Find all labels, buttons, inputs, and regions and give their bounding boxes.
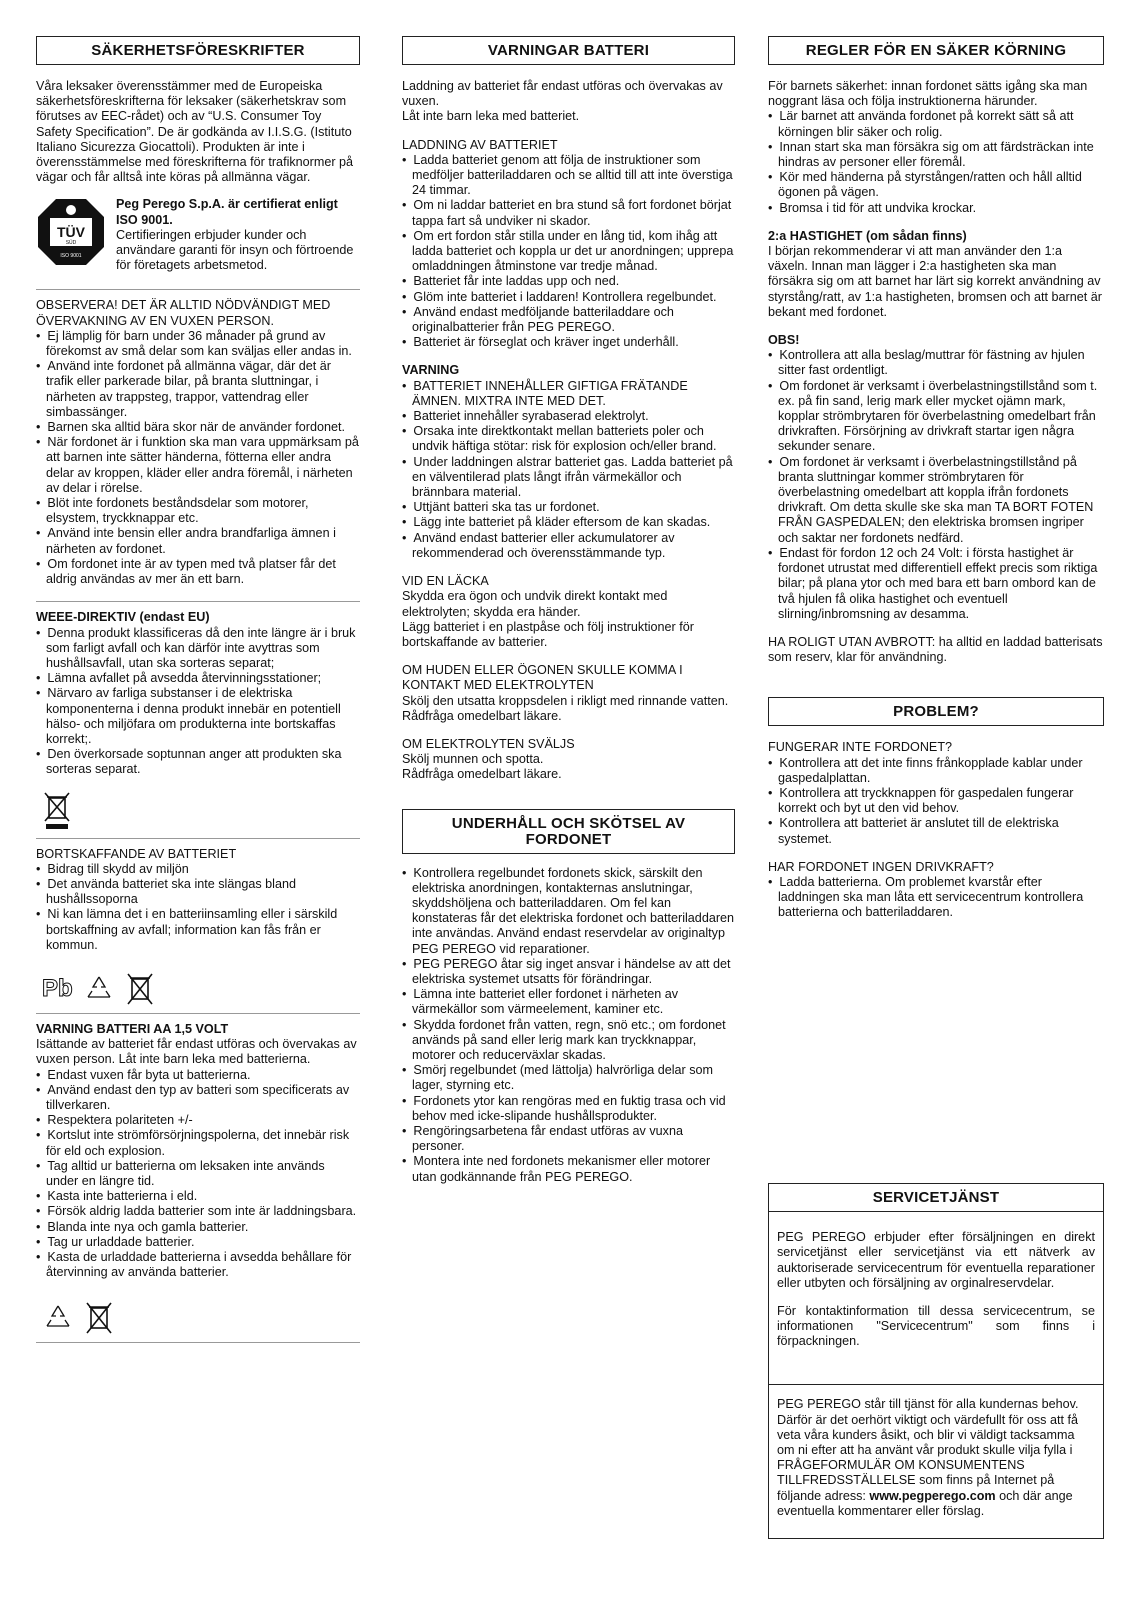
aa-heading: VARNING BATTERI AA 1,5 VOLT — [36, 1021, 229, 1036]
divider — [36, 601, 360, 602]
list-item: • Smörj regelbundet (med lättolja) halvrörliga delar som lager, styrning etc. — [402, 1063, 735, 1093]
battery-intro-1: Laddning av batteriet får endast utföras och övervakas av vuxen. — [402, 79, 723, 109]
list-item: • Använd inte bensin eller andra brandfarliga ämnen i närheten av fordonet. — [36, 526, 360, 556]
list-item: • Den överkorsade soptunnan anger att produkten ska sorteras separat. — [36, 747, 360, 777]
column-3 — [768, 36, 1104, 1539]
list-item: • Använd endast batterier eller ackumulatorer av rekommenderad och överensstämmande typ. — [402, 531, 735, 561]
list-item: • Lämna avfallet på avsedda återvinningsstationer; — [36, 671, 360, 686]
list-item: • Använd inte fordonet på allmänna vägar, där det är trafik eller parkerade bilar, på branta sluttningar, i närheten av trappsteg, trappor, vattendrag eller simbassänger. — [36, 359, 360, 420]
list-item: • Om fordonet inte är av typen med två platser får det aldrig användas av mer än ett barn. — [36, 557, 360, 587]
list-item: • Ni kan lämna det i en batteriinsamling eller i särskild bortskaffning av avfall; information kan fås från er kommun. — [36, 907, 360, 953]
list-item: • Montera inte ned fordonets mekanismer eller motorer utan godkännande från PEG PEREGO. — [402, 1154, 735, 1184]
list-item: • Lär barnet att använda fordonet på korrekt sätt så att körningen blir säker och rolig. — [768, 109, 1104, 139]
obs-heading: OBS! — [768, 333, 800, 348]
skin-heading: OM HUDEN ELLER ÖGONEN SKULLE KOMMA I KONTAKT MED ELEKTROLYTEN — [402, 663, 683, 693]
service-text-4: och där ange eventuella kommentarer eller förslag. — [777, 1488, 1073, 1518]
dispose-heading: BORTSKAFFANDE AV BATTERIET — [36, 846, 237, 861]
battery-warnings-title: VARNINGAR BATTERI — [402, 36, 735, 65]
list-item: • Tag ur urladdade batterier. — [36, 1235, 360, 1250]
list-item: • Orsaka inte direktkontakt mellan batteriets poler och undvik häftiga stötar: risk för explosion och/eller brand. — [402, 424, 735, 454]
list-item: • Om ert fordon står stilla under en lång tid, kom ihåg att ladda batteriet och koppla ur det ur anordningen; upprepa omladdningen åtminstone var tredje månad. — [402, 229, 735, 275]
list-item: • Kontrollera att batteriet är anslutet till de elektriska systemet. — [768, 816, 1104, 846]
list-item: • Fordonets ytor kan rengöras med en fuktig trasa och vid behov med icke-slipande hushållsprodukter. — [402, 1094, 735, 1124]
list-item: • Under laddningen alstrar batteriet gas. Ladda batteriet på en välventilerad plats långt ifrån värmekällor och brännbara material. — [402, 455, 735, 501]
list-item: • Det använda batteriet ska inte slängas bland hushållssoporna — [36, 877, 360, 907]
service-url-link[interactable]: www.pegperego.com — [869, 1488, 996, 1503]
swallow-text-2: Rådfråga omedelbart läkare. — [402, 767, 562, 782]
cert-text: Certifieringen erbjuder kunder och användare garanti för insyn och förtroende för företagets arbetsmetod. — [116, 227, 354, 273]
list-item: • Kasta de urladdade batterierna i avsedda behållare för återvinning av använda batterier. — [36, 1250, 360, 1280]
list-item: • Kontrollera att det inte finns frånkopplade kablar under gaspedalplattan. — [768, 756, 1104, 786]
list-item: • Om fordonet är verksamt i överbelastningstillstånd som t. ex. på fin sand, lerig mark eller mycket ojämn mark, kopplar strömbrytaren för överbelastning omedelbart från drivkraften. Försörjning av drivkraft startar igen några sekunder senare. — [768, 379, 1104, 455]
list-item: • Barnen ska alltid bära skor när de använder fordonet. — [36, 420, 360, 435]
list-item: • Om fordonet är verksamt i överbelastningstillstånd på branta sluttningar kommer strömbrytaren för överbelastning omedelbart att koppla ifrån fordonets drivkraft. Om detta skulle ske ska man TA BORT FOTEN FRÅN GASPEDALEN; den elektriska bromsen ingriper och saktar ner fordonets nedfärd. — [768, 455, 1104, 546]
list-item: • Rengöringsarbetena får endast utföras av vuxna personer. — [402, 1124, 735, 1154]
skin-text-2: Rådfråga omedelbart läkare. — [402, 708, 562, 723]
list-item: • BATTERIET INNEHÅLLER GIFTIGA FRÄTANDE ÄMNEN. MIXTRA INTE MED DET. — [402, 379, 735, 409]
column-2 — [402, 36, 735, 1185]
observe-heading: OBSERVERA! DET ÄR ALLTID NÖDVÄNDIGT MED ÖVERVAKNING AV EN VUXEN PERSON. — [36, 298, 331, 328]
list-item: • Bromsa i tid för att undvika krockar. — [768, 201, 1104, 216]
list-item: • Innan start ska man försäkra sig om att färdsträckan inte hindras av personer eller föremål. — [768, 140, 1104, 170]
divider — [36, 1342, 360, 1343]
list-item: • Tag alltid ur batterierna om leksaken inte används under en längre tid. — [36, 1159, 360, 1189]
tuv-iso: ISO 9001 — [60, 253, 82, 260]
swallow-heading: OM ELEKTROLYTEN SVÄLJS — [402, 736, 575, 751]
list-item: • Batteriet innehåller syrabaserad elektrolyt. — [402, 409, 735, 424]
tuv-certification-icon — [36, 197, 106, 267]
problem-1-heading: FUNGERAR INTE FORDONET? — [768, 740, 953, 755]
list-item: • Denna produkt klassificeras då den inte längre är i bruk som farligt avfall och kan därför inte avyttras som hushållsavfall, utan ska sorteras separat; — [36, 626, 360, 672]
problem-2-heading: HAR FORDONET INGEN DRIVKRAFT? — [768, 859, 994, 874]
speed-heading: 2:a HASTIGHET (om sådan finns) — [768, 228, 967, 243]
crossed-bin-icon — [84, 1300, 114, 1336]
recycle-icon — [83, 973, 115, 1005]
recycle-icon — [42, 1302, 74, 1334]
list-item: • Kortslut inte strömförsörjningspolerna, det innebär risk för eld och explosion. — [36, 1128, 360, 1158]
list-item: • Kontrollera regelbundet fordonets skick, särskilt den elektriska anordningen, kontakternas anslutningar, skyddshöljena och batteriladdaren. Om fel kan konstateras får det elektriska fordonet och batteriladdaren inte användas. Använd endast reservdelar av originaltyp PEG PEREGO vid reparationer. — [402, 866, 735, 957]
list-item: • Lägg inte batteriet på kläder eftersom de kan skadas. — [402, 515, 735, 530]
list-item: • PEG PEREGO åtar sig inget ansvar i händelse av att det elektriska systemet utsatts för förändringar. — [402, 957, 735, 987]
problem-2-list — [768, 875, 1104, 921]
service-text-3: PEG PEREGO står till tjänst för alla kundernas behov. Därför är det oerhört viktigt och värdefullt för oss att få veta våra kunders åsikt, och blir vi väldigt tacksamma om ni efter att ha använt vår produkt skulle vilja fylla i FRÅGEFORMULÄR OM KONSUMENTENS TILLFREDSSTÄLLELSE som finns på Internet på följande adress: — [777, 1397, 1079, 1503]
service-text-1: PEG PEREGO erbjuder efter försäljningen en direkt servicetjänst eller servicetjänst via ett nätverk av auktoriserade servicecentrum för eventuella reparationer eller utbyten och försäljning av orginalreservdelar. — [777, 1230, 1095, 1290]
safety-intro: Våra leksaker överensstämmer med de Europeiska säkerhetsföreskrifterna för leksaker (säkerhetskrav som förutses av EEC-rådet) och av “U.S. Consumer Toy Safety Specification”. De är godkända av I.I.S.G. (Istituto Italiano Sicurezza Giocattoli). Produkten är inte i överensstämmelse med föreskrifterna för trafiknormer på vägar och får alltså inte köras på allmänna vägar. — [36, 79, 354, 185]
warning-heading: VARNING — [402, 363, 460, 378]
tuv-sub: SÜD — [65, 240, 77, 247]
tuv-label: TÜV — [57, 224, 85, 241]
aa-list — [36, 1068, 360, 1281]
list-item: • Skydda fordonet från vatten, regn, snö etc.; om fordonet används på sand eller lerig mark kan tryckknappar, motorer och reducerväxlar skadas. — [402, 1018, 735, 1064]
list-item: • Bidrag till skydd av miljön — [36, 862, 360, 877]
service-box — [768, 1212, 1104, 1539]
list-item: • Ej lämplig för barn under 36 månader på grund av förekomst av små delar som kan sväljas eller andas in. — [36, 329, 360, 359]
charge-heading: LADDNING AV BATTERIET — [402, 137, 558, 152]
safe-driving-list — [768, 109, 1104, 215]
dispose-list — [36, 862, 360, 953]
list-item: • Kör med händerna på styrstången/ratten och håll alltid ögonen på vägen. — [768, 170, 1104, 200]
divider — [36, 289, 360, 290]
list-item: • Använd endast medföljande batteriladdare och originalbatterier från PEG PEREGO. — [402, 305, 735, 335]
crossed-bin-icon — [42, 790, 72, 830]
list-item: • Försök aldrig ladda batterier som inte är laddningsbara. — [36, 1204, 360, 1219]
problem-1-list — [768, 756, 1104, 847]
list-item: • Använd endast den typ av batteri som specificerats av tillverkaren. — [36, 1083, 360, 1113]
list-item: • Kontrollera att alla beslag/muttrar för fästning av hjulen sitter fast ordentligt. — [768, 348, 1104, 378]
list-item: • När fordonet är i funktion ska man vara uppmärksam på att barnen inte sätter händerna, fötterna eller andra delar av kroppen, kläder eller andra föremål, i närheten av delar i rörelse. — [36, 435, 360, 496]
problem-title: PROBLEM? — [768, 697, 1104, 726]
obs-list — [768, 348, 1104, 622]
speed-text: I början rekommenderar vi att man använder den 1:a växeln. Innan man lägger i 2:a hastigheten ska man försäkra sig om att barnet har lärt sig korrekt användning av styrstång/ratt, av 1:a hastigheten, bromsen och att barnet är bekant med fordonet. — [768, 244, 1102, 319]
list-item: • Respektera polariteten +/- — [36, 1113, 360, 1128]
maintenance-list — [402, 866, 735, 1185]
charge-list — [402, 153, 735, 351]
weee-list — [36, 626, 360, 778]
list-item: • Blöt inte fordonets beståndsdelar som motorer, elsystem, tryckknappar etc. — [36, 496, 360, 526]
service-text-2: För kontaktinformation till dessa servicecentrum, se informationen "Servicecentrum" som finns i förpackningen. — [777, 1303, 1095, 1348]
list-item: • Uttjänt batteri ska tas ur fordonet. — [402, 500, 735, 515]
list-item: • Blanda inte nya och gamla batterier. — [36, 1220, 360, 1235]
skin-text-1: Skölj den utsatta kroppsdelen i rikligt med rinnande vatten. — [402, 693, 729, 708]
divider — [36, 1013, 360, 1014]
warning-list — [402, 379, 735, 561]
have-fun-text: HA ROLIGT UTAN AVBROTT: ha alltid en laddad batterisats som reserv, klar för användning. — [768, 634, 1103, 665]
battery-intro-2: Låt inte barn leka med batteriet. — [402, 109, 580, 124]
list-item: • Om ni laddar batteriet en bra stund så fort fordonet börjat tappa fart så undviker ni skador. — [402, 198, 735, 228]
pb-symbol: Pb — [42, 975, 73, 1003]
list-item: • Batteriet är förseglat och kräver inget underhåll. — [402, 335, 735, 350]
list-item: • Kasta inte batterierna i eld. — [36, 1189, 360, 1204]
aa-intro: Isättande av batteriet får endast utföras och övervakas av vuxen person. Låt inte barn leka med batterierna. — [36, 1037, 357, 1067]
leak-text-2: Lägg batteriet i en plastpåse och följ instruktioner för bortskaffande av batterier. — [402, 619, 694, 649]
maintenance-title: UNDERHÅLL OCH SKÖTSEL AV FORDONET — [402, 809, 735, 854]
divider — [36, 838, 360, 839]
list-item: • Glöm inte batteriet i laddaren! Kontrollera regelbundet. — [402, 290, 735, 305]
leak-text-1: Skydda era ögon och undvik direkt kontakt med elektrolyten; skydda era händer. — [402, 589, 668, 619]
safe-driving-intro: För barnets säkerhet: innan fordonet sätts igång ska man noggrant läsa och följa instruktionerna härunder. — [768, 79, 1088, 109]
swallow-text-1: Skölj munnen och spotta. — [402, 752, 544, 767]
list-item: • Endast vuxen får byta ut batterierna. — [36, 1068, 360, 1083]
certification-block — [36, 197, 360, 273]
safety-title: SÄKERHETSFÖRESKRIFTER — [36, 36, 360, 65]
cert-title: Peg Perego S.p.A. är certifierat enligt ISO 9001. — [116, 197, 338, 227]
list-item: • Kontrollera att tryckknappen för gaspedalen fungerar korrekt och byt ut den vid behov. — [768, 786, 1104, 816]
list-item: • Ladda batterierna. Om problemet kvarstår efter laddningen ska man låta ett servicecentrum kontrollera batterierna och batteriladdaren. — [768, 875, 1104, 921]
crossed-bin-icon — [125, 971, 155, 1007]
observe-list — [36, 329, 360, 587]
list-item: • Batteriet får inte laddas upp och ned. — [402, 274, 735, 289]
service-title: SERVICETJÄNST — [768, 1183, 1104, 1212]
weee-heading: WEEE-DIREKTIV (endast EU) — [36, 610, 210, 625]
leak-heading: VID EN LÄCKA — [402, 574, 489, 589]
list-item: • Ladda batteriet genom att följa de instruktioner som medföljer batteriladdaren och se alltid till att inte överstiga 24 timmar. — [402, 153, 735, 199]
list-item: • Närvaro av farliga substanser i de elektriska komponenterna i denna produkt innebär en potentiell hälso- och miljöfara om produkterna inte bortskaffas korrekt;. — [36, 686, 360, 747]
list-item: • Lämna inte batteriet eller fordonet i närheten av värmekällor som värmeelement, kaminer etc. — [402, 987, 735, 1017]
list-item: • Endast för fordon 12 och 24 Volt: i första hastighet är fordonet utrustat med differentiell effekt precis som riktiga bilar; på plana ytor och med bara ett barn ombord kan de två hjulen få olika hastighet och eventuell slirning/inbromsning av desamma. — [768, 546, 1104, 622]
safe-driving-title: REGLER FÖR EN SÄKER KÖRNING — [768, 36, 1104, 65]
column-1 — [36, 36, 360, 1351]
